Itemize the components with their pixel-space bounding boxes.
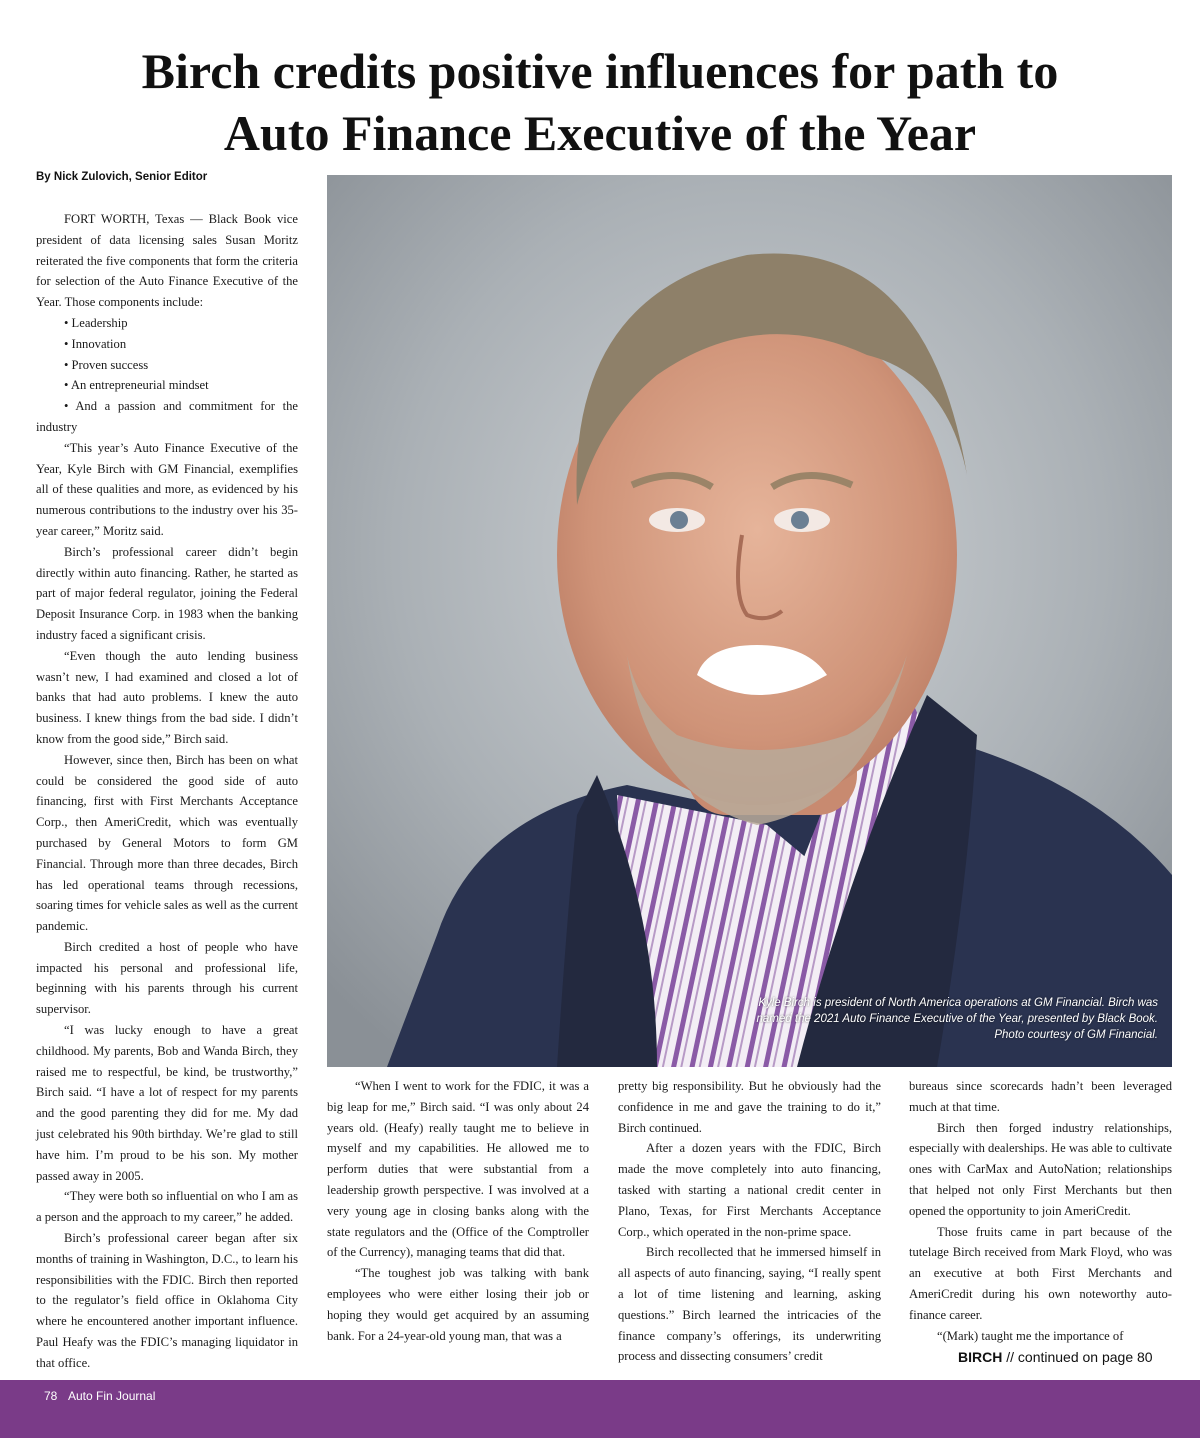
paragraph: Birch credited a host of people who have impacted his personal and professional life, beginning with his parents through his current supervisor. (36, 939, 298, 1017)
paragraph: FORT WORTH, Texas — Black Book vice president of data licensing sales Susan Moritz reiterated the five components that form the criteria for selection of the Auto Finance Executive of the Year. Those components include: (36, 212, 298, 310)
criteria-item: • And a passion and commitment for the industry (36, 399, 298, 434)
paragraph: “Even though the auto lending business wasn’t new, I had examined and closed a lot of banks that had auto problems. I knew the auto business. I knew things from the bad side. I didn’t know from the good side,” Birch said. (36, 648, 298, 746)
criteria-list (36, 313, 298, 438)
continued-keyword: BIRCH (958, 1349, 1003, 1365)
paragraph: bureaus since scorecards hadn’t been leveraged much at that time. (909, 1079, 1172, 1114)
paragraph: Birch then forged industry relationships, especially with dealerships. He was able to cultivate ones with CarMax and AutoNation; relationships that helped not only First Merchants but then opened the opportunity to join AmeriCredit. (909, 1120, 1172, 1218)
byline: By Nick Zulovich, Senior Editor (36, 171, 208, 183)
paragraph: “The toughest job was talking with bank employees who were either losing their job or hoping they would get acquired by an assuming bank. For a 24-year-old young man, that was a (327, 1266, 589, 1343)
paragraph: “They were both so influential on who I am as a person and the approach to my career,” he added. (36, 1189, 298, 1225)
publication-name: Auto Fin Journal (68, 1389, 156, 1403)
headline-line-2: Auto Finance Executive of the Year (223, 105, 977, 161)
continued-on-link[interactable] (958, 1349, 1153, 1365)
paragraph: However, since then, Birch has been on what could be considered the good side of auto financing, first with First Merchants Acceptance Corp., then AmeriCredit, which was eventually purchased by General Motors to form GM Financial. Through more than three decades, Birch has led operational teams through recessions, soaring times for vehicle sales as well as the current pandemic. (36, 752, 298, 934)
photo-caption: Kyle Birch is president of North America operations at GM Financial. Birch was named the 2021 Auto Finance Executive of the Year, presented by Black Book. Photo courtesy of GM Financial. (756, 997, 1158, 1041)
paragraph: Birch’s professional career began after six months of training in Washington, D.C., to learn his responsibilities with the FDIC. Birch then reported to the regulator’s field office in Oklahoma City where he encountered another important influence. Paul Heafy was the FDIC’s managing liquidator in that office. (36, 1231, 298, 1370)
paragraph: After a dozen years with the FDIC, Birch made the move completely into auto financing, tasked with starting a national credit center in Plano, Texas, for First Merchants Acceptance Corp., which operated in the non-prime space. (618, 1141, 881, 1239)
article-column-1 (36, 209, 298, 1374)
paragraph: Birch’s professional career didn’t begin directly within auto financing. Rather, he started as part of major federal regulator, joining the Federal Deposit Insurance Corp. in 1983 when the banking industry faced a significant crisis. (36, 544, 298, 642)
headline (0, 40, 1200, 164)
criteria-item: • An entrepreneurial mindset (64, 378, 209, 393)
criteria-item: • Innovation (64, 336, 127, 351)
article-column-4 (909, 1076, 1172, 1346)
portrait-illustration (327, 175, 1172, 1067)
paragraph: “This year’s Auto Finance Executive of the Year, Kyle Birch with GM Financial, exemplifies all of these qualities and more, as evidenced by his numerous contributions to the industry over his 35-year career,” Moritz said. (36, 440, 298, 538)
paragraph: Those fruits came in part because of the tutelage Birch received from Mark Floyd, who was an executive at both First Merchants and AmeriCredit during his own noteworthy auto-finance career. (909, 1224, 1172, 1322)
portrait-photo (327, 175, 1172, 1067)
paragraph: Birch recollected that he immersed himself in all aspects of auto financing, saying, “I really spent a lot of time listening and learning, asking questions.” Birch learned the intricacies of the finance company’s offerings, its underwriting process and dissecting consumers’ credit (618, 1245, 881, 1364)
continued-text: // continued on page 80 (1002, 1349, 1153, 1365)
paragraph: “(Mark) taught me the importance of (937, 1328, 1124, 1343)
paragraph: “When I went to work for the FDIC, it was a big leap for me,” Birch said. “I was only about 24 years old. (Heafy) really taught me to believe in myself and my capabilities. He allowed me to perform duties that were substantial from a leadership growth perspective. I was involved at a very young age in closing banks along with the state regulators and the (Office of the Comptroller of the Currency), managing teams that did that. (327, 1079, 589, 1260)
article-column-2 (327, 1076, 589, 1346)
footer-band (0, 1380, 1200, 1438)
criteria-item: • Proven success (64, 357, 149, 372)
headline-line-1: Birch credits positive influences for path to (141, 43, 1059, 99)
paragraph: “I was lucky enough to have a great childhood. My parents, Bob and Wanda Birch, they raised me to respectful, be kind, be trustworthy,” Birch said. “I have a lot of respect for my parents and the good parenting they did for me. My dad just celebrated his 90th birthday. We’re glad to still have him. I’m proud to be his son. My mother passed away in 2005. (36, 1023, 298, 1183)
criteria-item: • Leadership (64, 315, 128, 330)
article-column-3 (618, 1076, 881, 1367)
paragraph: pretty big responsibility. But he obviously had the confidence in me and gave the training to do it,” Birch continued. (618, 1079, 881, 1135)
page-number: 78 (44, 1389, 58, 1403)
